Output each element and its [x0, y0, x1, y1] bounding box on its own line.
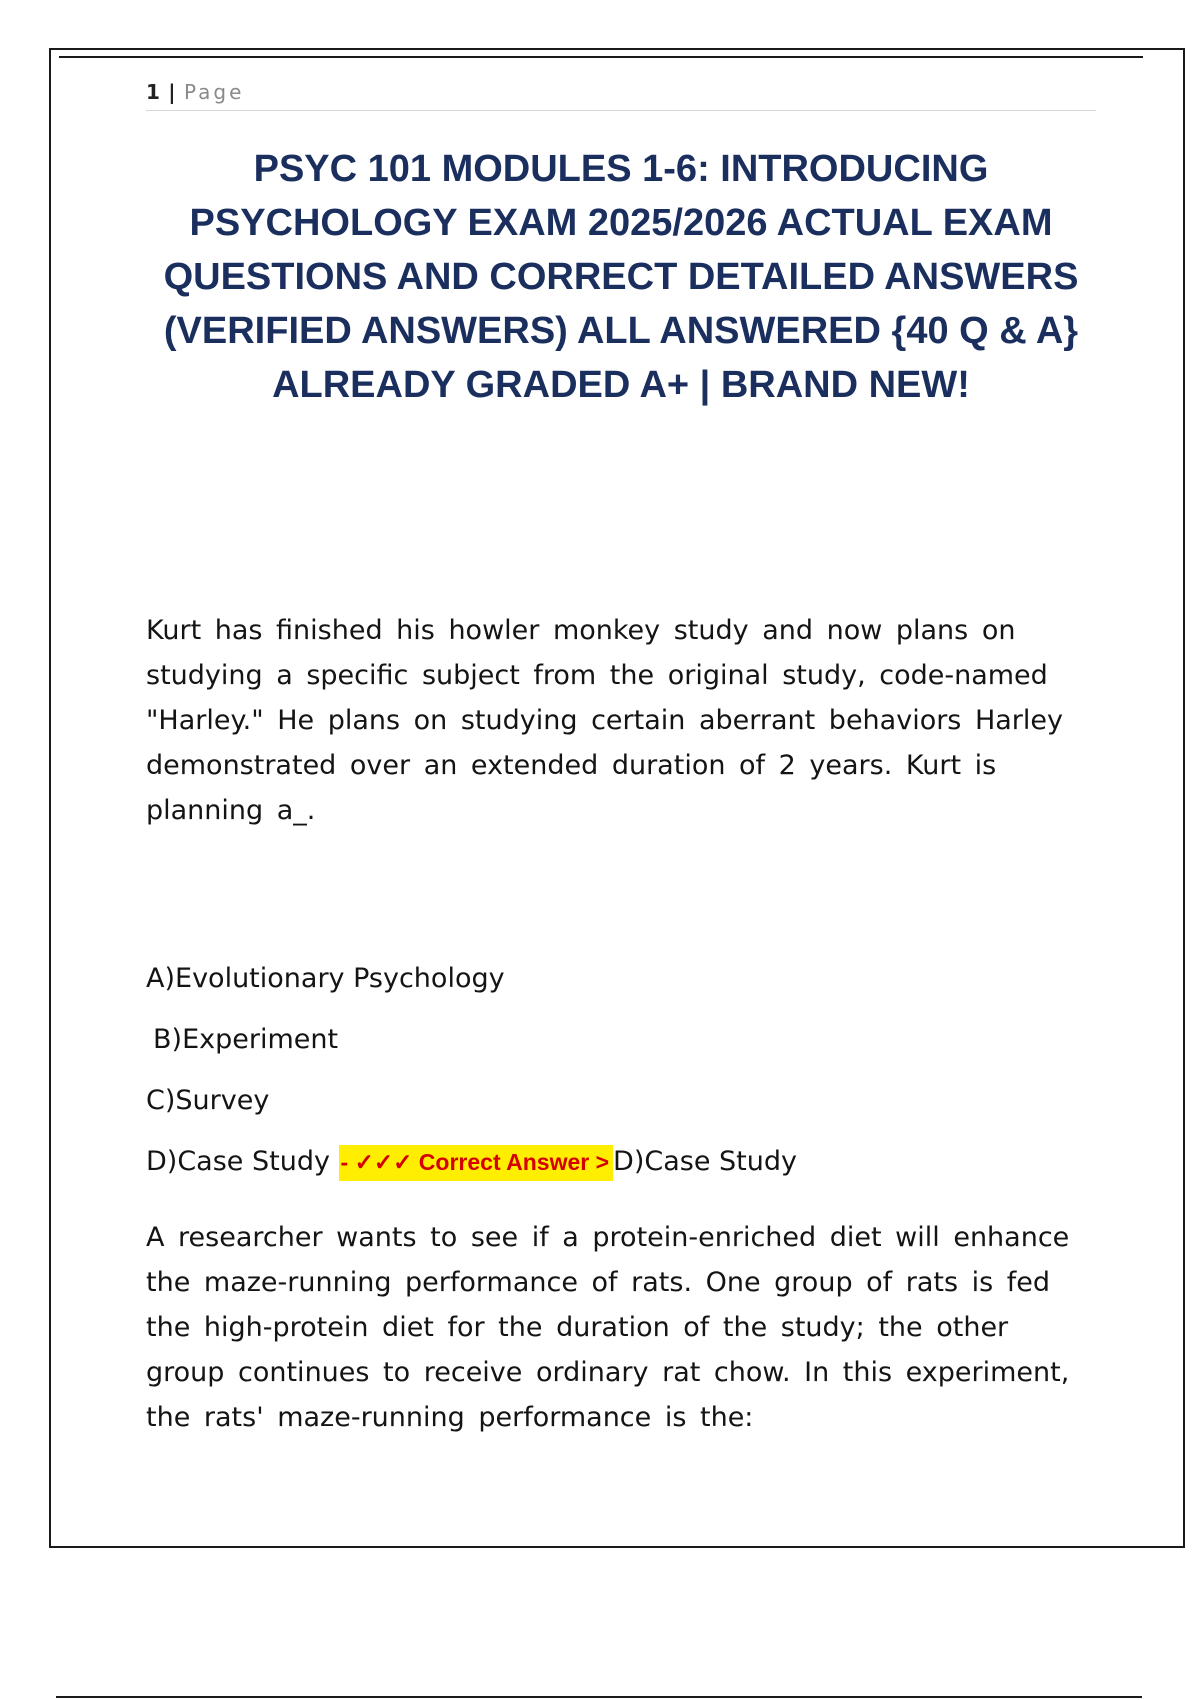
- option-text: Survey: [175, 1085, 270, 1116]
- page-word: Page: [183, 80, 245, 104]
- question-1-text: Kurt has finished his howler monkey study and now plans on studying a specific subject from the original study, code-named "Harley." He plans on studying certain aberrant behaviors Harley demonstrated over an extended duration of 2 years. Kurt is planning a_.: [146, 615, 1063, 826]
- page-header: [146, 80, 1096, 111]
- page-number: 1: [146, 80, 161, 104]
- option-text: Evolutionary Psychology: [175, 963, 505, 994]
- question-1-option-d: [146, 1142, 797, 1182]
- page-frame: [49, 48, 1185, 1548]
- correct-answer-text: D)Case Study: [613, 1146, 797, 1177]
- bottom-rule: [56, 1696, 1142, 1698]
- top-rule: [59, 56, 1143, 58]
- question-1-option-a: [146, 959, 505, 999]
- question-1-option-c: [146, 1081, 269, 1121]
- document-title: PSYC 101 MODULES 1-6: INTRODUCING PSYCHOLOGY EXAM 2025/2026 ACTUAL EXAM QUESTIONS AND CORRECT DETAILED ANSWERS (VERIFIED ANSWERS) ALL ANSWERED {40 Q & A} ALREADY GRADED A+ | BRAND NEW!: [163, 148, 1079, 406]
- option-label: C): [146, 1085, 176, 1116]
- page-separator: |: [168, 80, 177, 104]
- question-2-text: A researcher wants to see if a protein-enriched diet will enhance the maze-running performance of rats. One group of rats is fed the high-protein diet for the duration of the study; the other group continues to receive ordinary rat chow. In this experiment, the rats' maze-running performance is the:: [146, 1222, 1070, 1433]
- option-text: Experiment: [182, 1024, 339, 1055]
- correct-answer-marker: - ✓✓✓ Correct Answer >: [339, 1145, 614, 1181]
- option-label: D): [146, 1146, 178, 1177]
- option-text: Case Study: [177, 1146, 330, 1177]
- option-label: A): [146, 963, 176, 994]
- option-label: B): [153, 1024, 183, 1055]
- question-1-option-b: [153, 1020, 338, 1060]
